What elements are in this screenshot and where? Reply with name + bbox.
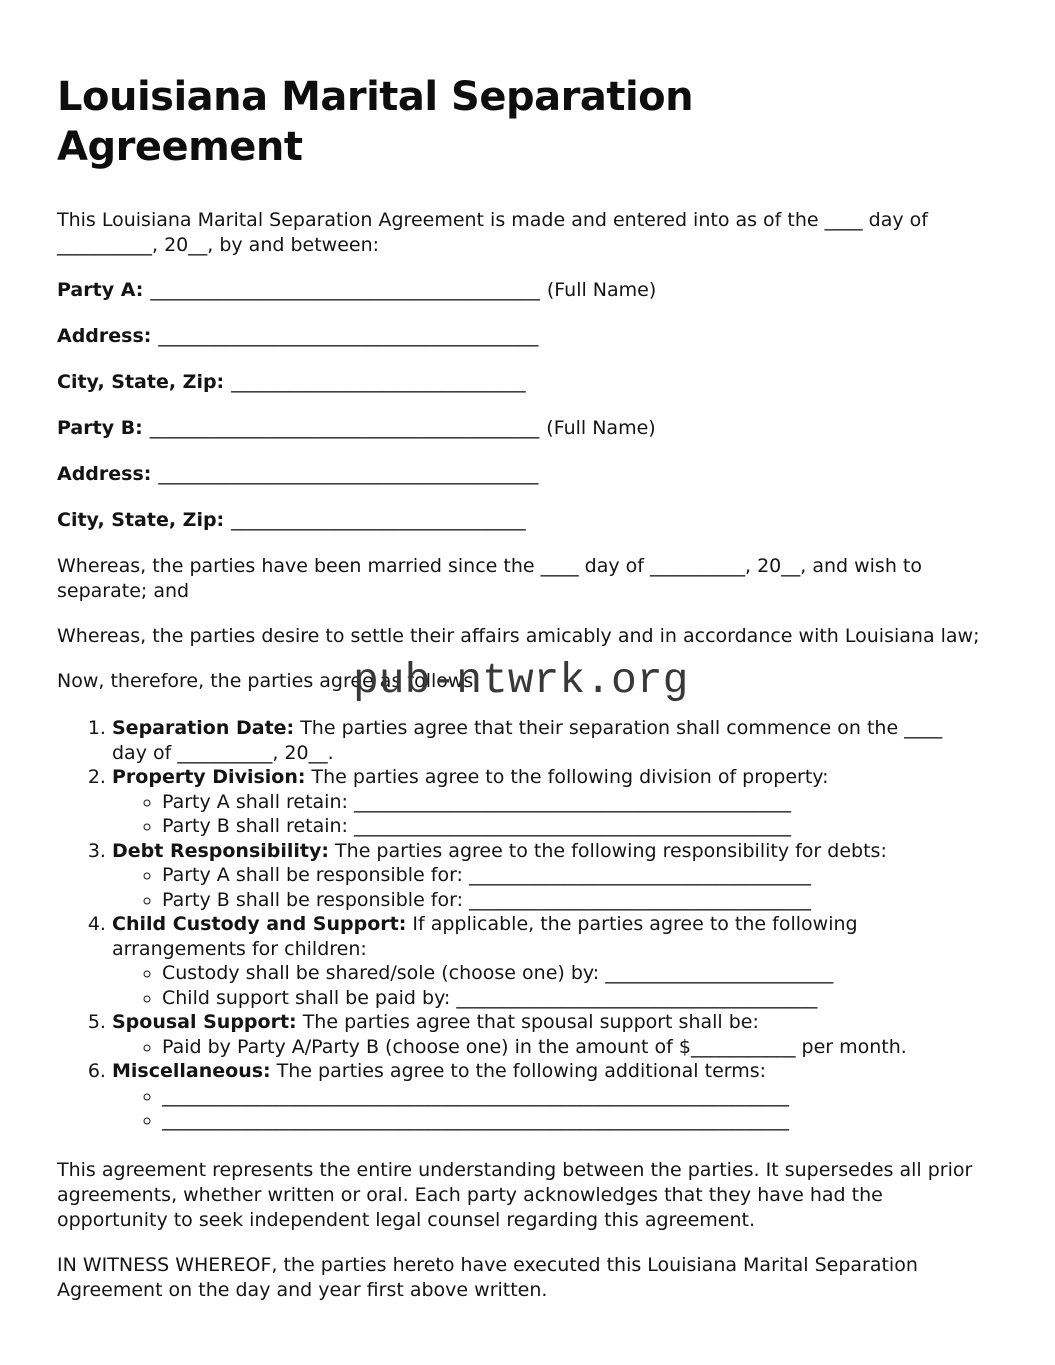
in-witness-whereof-paragraph: IN WITNESS WHEREOF, the parties hereto have executed this Louisiana Marital Separation Agreement on the day and year first above written. bbox=[57, 1253, 918, 1301]
now-therefore-paragraph: Now, therefore, the parties agree as follows: bbox=[57, 670, 480, 692]
whereas-settle-paragraph: Whereas, the parties desire to settle their affairs amicably and in accordance with Louisiana law; bbox=[57, 625, 980, 647]
city-state-zip-a-field bbox=[57, 370, 998, 395]
address-a-label: Address: bbox=[57, 325, 152, 347]
address-b-field bbox=[57, 462, 998, 487]
term-spousal-support-text: The parties agree that spousal support shall be: bbox=[302, 1011, 759, 1033]
term-miscellaneous-label: Miscellaneous: bbox=[112, 1060, 271, 1082]
spousal-support-subterms bbox=[112, 1035, 978, 1060]
party-b-responsible-item: ◦ Party B shall be responsible for: ____________________________________ bbox=[162, 888, 978, 913]
city-state-zip-b-blank: _______________________________ bbox=[231, 509, 526, 531]
entire-understanding-paragraph: This agreement represents the entire understanding between the parties. It supersedes all prior agreements, whether written or oral. Each party acknowledges that they have had the opportunity to seek independent legal counsel regarding this agreement. bbox=[57, 1158, 973, 1231]
address-b-blank: ________________________________________ bbox=[158, 463, 539, 485]
term-debt-responsibility bbox=[112, 839, 978, 913]
party-a-field bbox=[57, 278, 998, 303]
address-b-label: Address: bbox=[57, 463, 152, 485]
child-custody-subterms bbox=[112, 961, 978, 1010]
city-state-zip-a-blank: _______________________________ bbox=[231, 371, 526, 393]
debt-responsibility-subterms bbox=[112, 863, 978, 912]
party-a-suffix: (Full Name) bbox=[546, 279, 657, 301]
term-spousal-support bbox=[112, 1010, 978, 1059]
watermark-text: pub-ntwrk.org bbox=[353, 656, 689, 705]
miscellaneous-blank-item: ◦ __________________________________________________________________ bbox=[162, 1084, 978, 1109]
term-separation-date-label: Separation Date: bbox=[112, 717, 295, 739]
party-b-blank: _________________________________________ bbox=[149, 417, 540, 439]
property-division-subterms bbox=[112, 790, 978, 839]
party-b-label: Party B: bbox=[57, 417, 143, 439]
term-property-division-text: The parties agree to the following division of property: bbox=[311, 766, 829, 788]
whereas-married-paragraph: Whereas, the parties have been married since the ____ day of __________, 20__, and wish to separate; and bbox=[57, 555, 922, 602]
page-title: Louisiana Marital Separation Agreement bbox=[57, 74, 694, 170]
term-spousal-support-label: Spousal Support: bbox=[112, 1011, 297, 1033]
terms-list bbox=[57, 716, 978, 1133]
city-state-zip-a-label: City, State, Zip: bbox=[57, 371, 225, 393]
city-state-zip-b-label: City, State, Zip: bbox=[57, 509, 225, 531]
custody-shared-sole-item: ◦ Custody shall be shared/sole (choose one) by: ________________________ bbox=[162, 961, 978, 986]
intro-paragraph: This Louisiana Marital Separation Agreement is made and entered into as of the ____ day of __________, 20__, by and between: bbox=[57, 209, 928, 256]
party-b-field bbox=[57, 416, 998, 441]
term-property-division-label: Property Division: bbox=[112, 766, 306, 788]
term-child-custody-text: If applicable, the parties agree to the following arrangements for children: bbox=[112, 913, 858, 960]
miscellaneous-blank-item: ◦ __________________________________________________________________ bbox=[162, 1108, 978, 1133]
term-miscellaneous-text: The parties agree to the following additional terms: bbox=[276, 1060, 767, 1082]
term-separation-date bbox=[112, 716, 978, 765]
party-a-blank: _________________________________________ bbox=[150, 279, 540, 301]
party-a-responsible-item: ◦ Party A shall be responsible for: ____________________________________ bbox=[162, 863, 978, 888]
party-b-suffix: (Full Name) bbox=[546, 417, 656, 439]
address-a-field bbox=[57, 324, 998, 349]
miscellaneous-subterms bbox=[112, 1084, 978, 1133]
term-debt-responsibility-text: The parties agree to the following responsibility for debts: bbox=[335, 839, 887, 862]
party-a-label: Party A: bbox=[57, 279, 144, 301]
party-a-retain-item: ◦ Party A shall retain: ______________________________________________ bbox=[162, 790, 978, 815]
term-child-custody-label: Child Custody and Support: bbox=[112, 913, 407, 935]
term-separation-date-text: The parties agree that their separation shall commence on the ____ day of __________, 20__. bbox=[112, 717, 943, 764]
term-child-custody bbox=[112, 912, 978, 1010]
term-property-division bbox=[112, 765, 978, 839]
term-debt-responsibility-label: Debt Responsibility: bbox=[112, 839, 329, 862]
address-a-blank: ________________________________________ bbox=[158, 325, 539, 347]
party-b-retain-item: ◦ Party B shall retain: ______________________________________________ bbox=[162, 814, 978, 839]
term-miscellaneous bbox=[112, 1059, 978, 1133]
spousal-amount-item: ◦ Paid by Party A/Party B (choose one) in the amount of $___________ per month. bbox=[162, 1035, 978, 1060]
child-support-paid-item: ◦ Child support shall be paid by: ______________________________________ bbox=[162, 986, 978, 1011]
city-state-zip-b-field bbox=[57, 508, 998, 533]
